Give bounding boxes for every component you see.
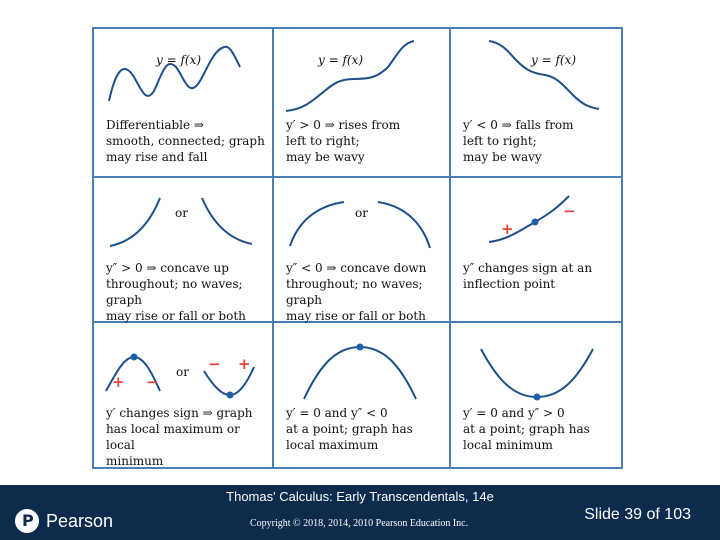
cell-local-minimum [451,323,626,468]
caption: y″ < 0 ⇒ concave down throughout; no waves; graph may rise or fall or both [286,261,427,323]
plus-sign: + [238,355,251,373]
local-min-point [534,394,541,401]
course-title: Thomas' Calculus: Early Transcendentals, 14e [226,489,494,504]
cell-concave-down [274,178,449,323]
inflection-curve [451,178,626,323]
minus-sign: − [208,355,221,373]
slide-number: Slide 39 of 103 [584,506,691,523]
inflection-point [532,219,539,226]
cell-sign-change [94,323,269,468]
pearson-logo-icon [15,509,39,533]
caption: y′ > 0 ⇒ rises from left to right; may be wavy [286,118,401,164]
equation-label: y = f(x) [531,53,577,67]
minus-sign: − [146,373,159,391]
caption: y′ changes sign ⇒ graph has local maximum or local minimum [106,406,253,468]
cell-concave-up [94,178,269,323]
plus-sign: + [112,373,125,391]
logo-letter: P [22,511,34,530]
copyright-text: Copyright © 2018, 2014, 2010 Pearson Education Inc. [250,518,469,529]
caption: Differentiable ⇒ smooth, connected; graph may rise and fall [106,118,265,164]
local-max-point [357,344,364,351]
local-max-point [131,354,138,361]
calculus-graph-figure [92,27,623,469]
cell-inflection [451,178,626,323]
cell-differentiable [94,29,269,174]
caption: y″ > 0 ⇒ concave up throughout; no waves; graph may rise or fall or both [106,261,246,323]
caption: y′ = 0 and y″ > 0 at a point; graph has local minimum [463,406,590,452]
cell-local-maximum [274,323,449,468]
slide-footer [0,485,720,540]
caption: y″ changes sign at an inflection point [463,261,593,291]
minus-sign: − [563,202,576,220]
caption: y′ = 0 and y″ < 0 at a point; graph has local maximum [286,406,413,452]
cell-falling [451,29,626,174]
plus-sign: + [501,220,514,238]
or-label: or [355,206,368,220]
cell-rising [274,29,449,174]
brand-name: Pearson [46,511,114,531]
equation-label: y = f(x) [156,53,202,67]
caption: y′ < 0 ⇒ falls from left to right; may be wavy [463,118,574,164]
or-label: or [176,365,189,379]
or-label: or [175,206,188,220]
equation-label: y = f(x) [318,53,364,67]
local-min-point [227,392,234,399]
